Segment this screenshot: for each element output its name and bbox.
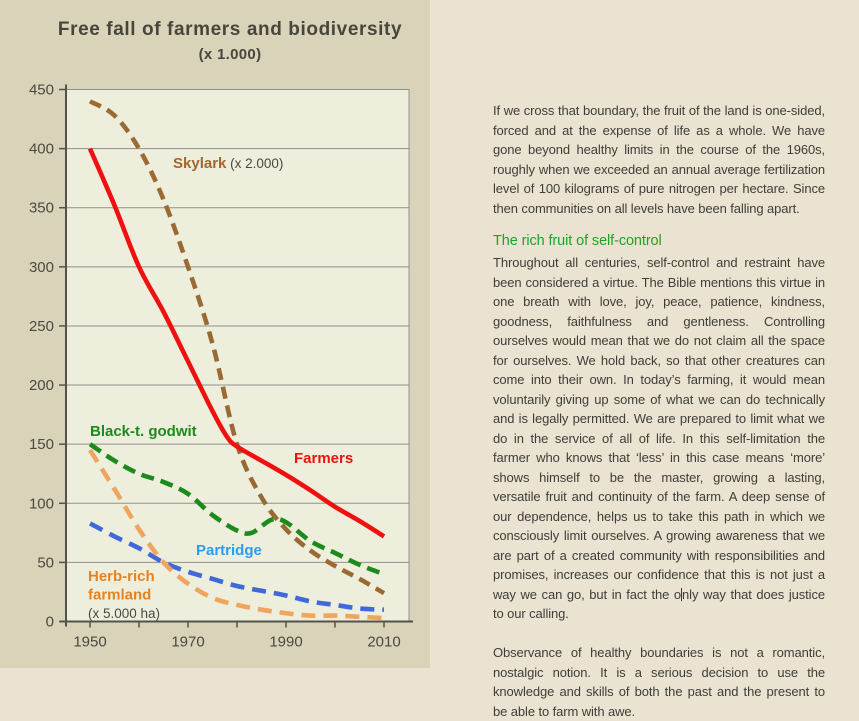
partridge-label: Partridge bbox=[196, 542, 262, 559]
x-tick-label: 2010 bbox=[367, 633, 401, 651]
godwit-label: Black-t. godwit bbox=[90, 423, 197, 440]
paragraph-boundary: If we cross that boundary, the fruit of the land is one-sided, forced and at the expense of life as a whole. We have gone beyond healthy limits in the course of the 1960s, roughly when we exceeded an annual average fertilization level of 100 kilograms of pure nitrogen per hectare. Since then communities on all levels have been falling apart. bbox=[493, 103, 825, 216]
herbrich-label: farmland bbox=[88, 586, 152, 604]
paragraph-self-control-text-after: nly way that does justice to our calling. bbox=[493, 586, 825, 621]
y-tick-label: 100 bbox=[28, 495, 54, 513]
y-tick-label: 150 bbox=[28, 436, 54, 454]
herbrich-label: (x 5.000 ha) bbox=[88, 606, 161, 621]
y-tick-label: 350 bbox=[28, 199, 54, 217]
line-chart bbox=[0, 0, 430, 668]
chart-panel bbox=[0, 0, 430, 668]
chart-title: Free fall of farmers and biodiversity bbox=[57, 19, 403, 40]
article-panel bbox=[430, 0, 859, 719]
y-tick-label: 400 bbox=[28, 140, 54, 158]
chart-subtitle: (x 1.000) bbox=[198, 46, 262, 63]
x-tick-label: 1950 bbox=[73, 633, 107, 651]
paragraph-self-control bbox=[493, 253, 825, 624]
y-tick-label: 300 bbox=[28, 258, 54, 276]
y-tick-label: 250 bbox=[28, 317, 54, 335]
paragraph-self-control-text: Throughout all centuries, self-control and restraint have been considered a virtue. The Bible mentions this virtue in one breath with love, joy, peace, patience, kindness, goodness, faithfulness and gentleness. Controlling ourselves would mean that we do not claim all the space for ourselves. We hold back, so that other creatures can come into their own. In today’s farming, it would mean voluntarily giving up some of what we can do technically and is legally permitted. We are prepared to limit what we do in the service of all of life. In this self-limitation the farmer who knows that ‘less’ in this case means ‘more’ shows himself to be the master, growing a lasting, versatile fruit and continuity of the farm. A deep sense of our dependence, helps us to take this path in which we consciously limit ourselves. A growing awareness that we are part of a created community with responsibilities and promises, increases our confidence that this is not just a way we can go, but in fact the o bbox=[493, 255, 825, 602]
y-tick-label: 200 bbox=[28, 377, 54, 395]
chart-header bbox=[30, 19, 430, 63]
y-tick-label: 50 bbox=[37, 554, 54, 572]
y-tick-label: 0 bbox=[45, 613, 54, 631]
herbrich-label: Herb-rich bbox=[88, 568, 155, 585]
x-tick-label: 1970 bbox=[171, 633, 205, 651]
y-tick-label: 450 bbox=[28, 81, 54, 99]
section-heading: The rich fruit of self-control bbox=[493, 233, 662, 249]
paragraph-observance: Observance of healthy boundaries is not a romantic, nostalgic notion. It is a serious decision to use the knowledge and skills of both the past and the present to be able to farm with awe. bbox=[493, 645, 825, 719]
farmers-label: Farmers bbox=[294, 450, 354, 467]
x-tick-label: 1990 bbox=[269, 633, 303, 651]
skylark-label: Skylark (x 2.000) bbox=[173, 155, 284, 172]
